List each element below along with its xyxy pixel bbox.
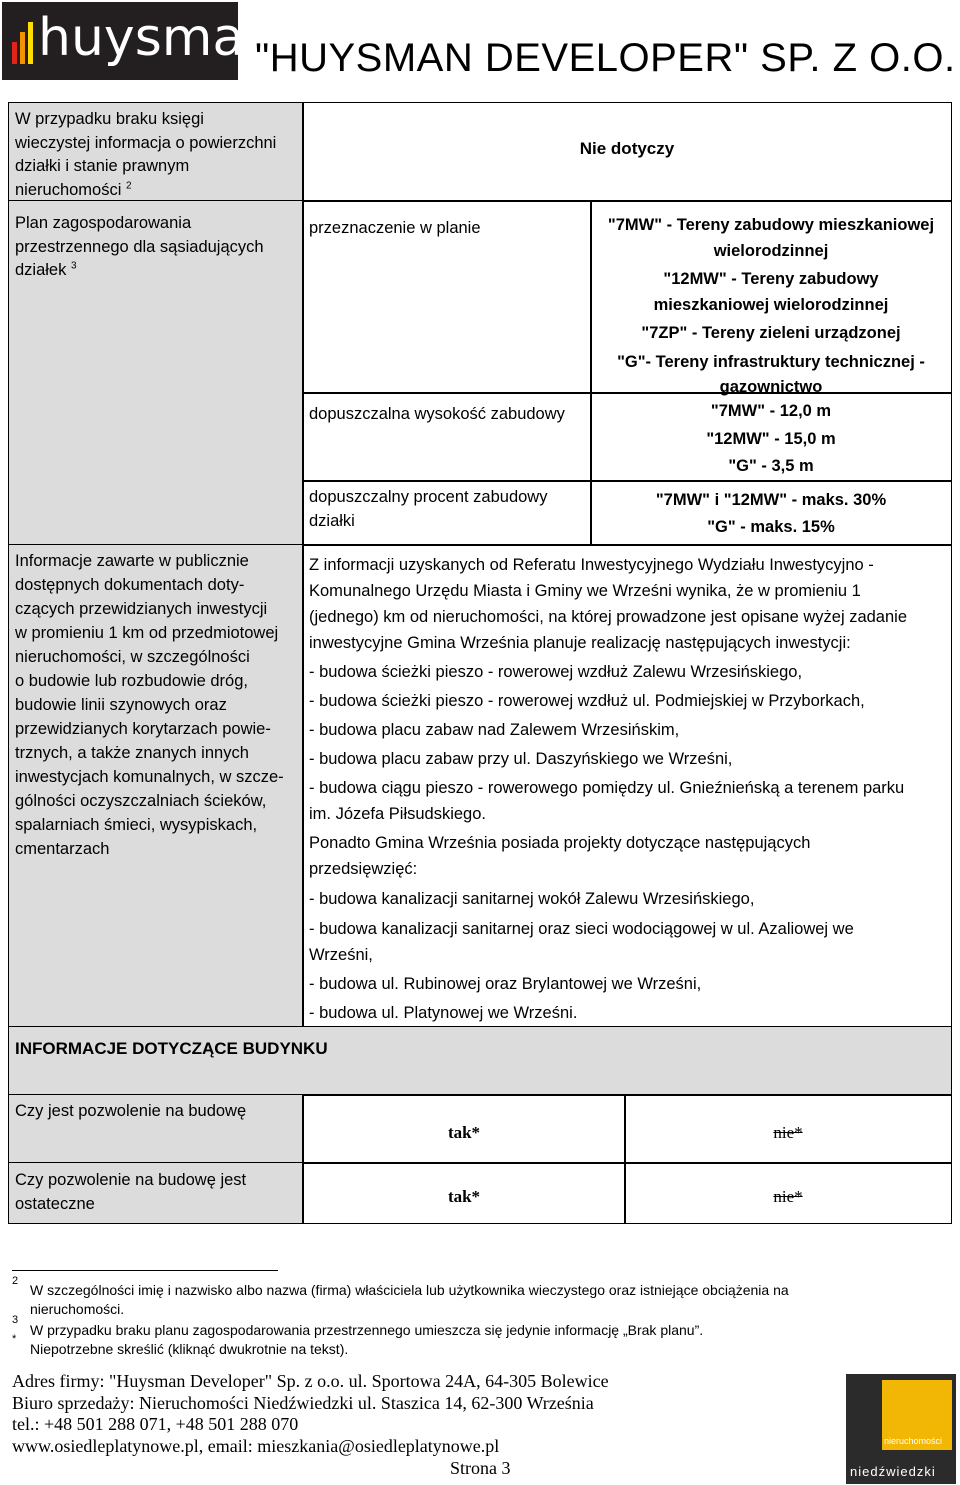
ksiega-label: W przypadku braku księgi wieczystej informacja o powierzchni działki i stanie prawnym nieruchomości $^2$	[15, 110, 277, 199]
footer-web[interactable]: www.osiedleplatynowe.pl, email: mieszkania@osiedleplatynowe.pl	[12, 1436, 500, 1456]
company-title: "HUYSMAN DEVELOPER" SP. Z O.O.	[255, 36, 956, 80]
plan-label: Plan zagospodarowania przestrzennego dla sąsiadujących działek $^3$	[15, 214, 264, 279]
plan-sub3-label: dopuszczalny procent zabudowy działki	[309, 488, 548, 530]
footnote-mark-star: *	[12, 1333, 17, 1345]
ostateczne-yes[interactable]: tak*	[447, 1187, 481, 1206]
footer-address: Adres firmy: "Huysman Developer" Sp. z o.o. ul. Sportowa 24A, 64-305 Bolewice	[12, 1371, 609, 1391]
inwestycje-value: Z informacji uzyskanych od Referatu Inwestycyjnego Wydziału Inwestycyjno - Komunalnego Urzędu Miasta i Gminy we Wrześni wynika, że w promieniu 1 (jednego) km od nieruchomości, na której prowadzone jest opisane wyżej zadanie inwestycyjne Gmina Września planuje realizację następujących inwestycji: - budowa ścieżki pieszo - rowerowej wzdłuż Zalewu Wrzesińskiego, - budowa ścieżki pieszo - rowerowej wzdłuż ul. Podmiejskiej w Przyborkach, - budowa placu zabaw nad Zalewem Wrzesińskim, - budowa placu zabaw przy ul. Daszyńskiego we Wrześni, - budowa ciągu pieszo - rowerowego pomiędzy ul. Gnieźnieńską a terenem parku im. Józefa Piłsudskiego. Ponadto Gmina Września posiada projekty dotyczące następujących przedsięwzięć: - budowa kanalizacji sanitarnej wokół Zalewu Wrzesińskiego, - budowa kanalizacji sanitarnej oraz sieci wodociągowej w ul. Azaliowej we Wrześni, - budowa ul. Rubinowej oraz Brylantowej we Wrześni, - budowa ul. Platynowej we Wrześni.	[309, 556, 907, 1022]
plan-sub1-values: "7MW" - Tereny zabudowy mieszkaniowej wielorodzinnej "12MW" - Tereny zabudowy mieszkaniowej wielorodzinnej "7ZP" - Tereny zieleni urządzonej "G"- Tereny infrastruktury technicznej - gazownictwo	[607, 216, 935, 396]
ostateczne-no[interactable]: nie*	[773, 1187, 803, 1206]
logo-text: huysman	[38, 8, 278, 68]
footer-office: Biuro sprzedaży: Nieruchomości Niedźwiedzki ul. Staszica 14, 62-300 Września	[12, 1393, 594, 1413]
footnote-mark-3: 3	[12, 1314, 19, 1326]
footer-phone: tel.: +48 501 288 071, +48 501 288 070	[12, 1414, 299, 1434]
footnote-3: W przypadku braku planu zagospodarowania przestrzennego umieszcza się jedynie informację „Brak planu”.	[30, 1322, 704, 1338]
footnote-star: Niepotrzebne skreślić (kliknąć dwukrotnie na tekst).	[30, 1341, 349, 1357]
footnote-2: W szczególności imię i nazwisko albo nazwa (firma) właściciela lub użytkownika wieczystego oraz istniejące obciążenia na nieruchomości.	[30, 1282, 789, 1317]
section-title: INFORMACJE DOTYCZĄCE BUDYNKU	[15, 1039, 328, 1058]
huysman-logo	[2, 2, 278, 80]
pozwolenie-yes[interactable]: tak*	[447, 1123, 481, 1142]
footnote-rule	[12, 1270, 278, 1271]
pozwolenie-no[interactable]: nie*	[773, 1123, 803, 1142]
badge-small-text: nieruchomości	[884, 1436, 943, 1446]
logo-bars-icon	[10, 12, 40, 68]
niedzwiedzki-badge	[846, 1374, 956, 1484]
inwestycje-label: Informacje zawarte w publicznie dostępnych dokumentach doty- czących przewidzianych inwestycji w promieniu 1 km od przedmiotowej nieruchomości, w szczególności o budowie lub rozbudowie dróg, budowie linii szynowych oraz przewidzianych korytarzach powie- trznych, a także znanych innych inwestycjach komunalnych, w szcze- gólności oczyszczalniach ścieków, spalarniach śmieci, wysypiskach, cmentarzach	[15, 552, 284, 858]
page-number: Strona 3	[450, 1458, 511, 1478]
plan-sub3-values: "7MW" i "12MW" - maks. 30% "G" - maks. 15%	[655, 491, 887, 536]
pozwolenie-label: Czy jest pozwolenie na budowę	[15, 1102, 247, 1120]
plan-sub1-label: przeznaczenie w planie	[309, 219, 481, 237]
footnote-mark-2: 2	[12, 1275, 19, 1287]
ksiega-value: Nie dotyczy	[579, 139, 675, 158]
badge-name: niedźwiedzki	[850, 1464, 936, 1479]
plan-sub2-values: "7MW" - 12,0 m "12MW" - 15,0 m "G" - 3,5 m	[706, 402, 836, 475]
plan-sub2-label: dopuszczalna wysokość zabudowy	[309, 405, 565, 423]
ostateczne-label: Czy pozwolenie na budowę jest ostateczne	[15, 1171, 247, 1213]
